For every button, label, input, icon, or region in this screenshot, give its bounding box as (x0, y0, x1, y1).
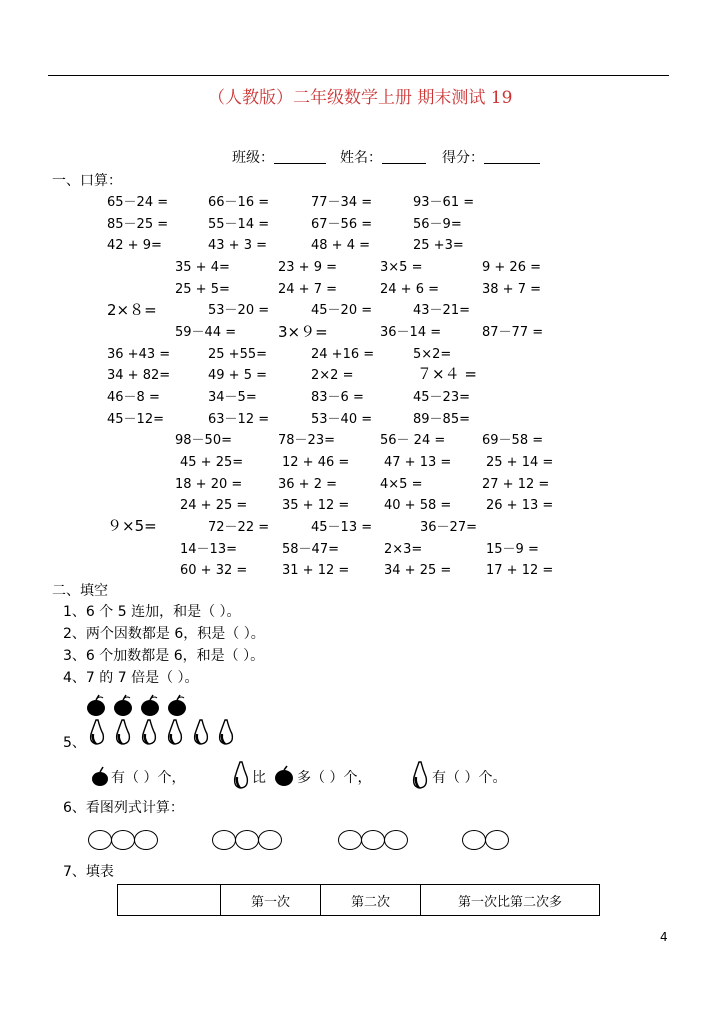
arith-item: 77－34 = (311, 195, 373, 210)
arith-item: 3×９= (278, 323, 328, 341)
question-1: 1、6 个 5 连加，和是（ ）。 (63, 604, 241, 620)
arith-item: 69－58 = (482, 433, 544, 448)
arith-item: 26 + 13 = (486, 498, 554, 513)
arith-item: 89－85= (413, 412, 470, 427)
arith-item: 78－23= (278, 433, 335, 448)
apple-icon (114, 695, 132, 716)
circle-shape (235, 830, 259, 850)
arith-item: 55－14 = (208, 217, 270, 232)
arith-item: 23 + 9 = (278, 260, 337, 275)
circle-group (88, 830, 157, 850)
arith-item: 98－50= (175, 433, 232, 448)
apple-icon (273, 765, 295, 787)
table-header: 第一次比第二次多 (421, 885, 600, 916)
arith-item: 34 + 25 = (384, 563, 452, 578)
score-field (442, 151, 540, 165)
arith-item: 87－77 = (482, 325, 544, 340)
question-5-more: 多（ ）个， (297, 770, 372, 786)
arith-item: 17 + 12 = (486, 563, 554, 578)
circle-shape (361, 830, 385, 850)
arith-item: 25 +55= (208, 347, 268, 362)
circle-shape (258, 830, 282, 850)
circle-group (212, 830, 281, 850)
arith-item: 9 + 26 = (482, 260, 541, 275)
arith-item: ９×5= (107, 517, 157, 535)
pear-icon (91, 720, 104, 744)
question-5-compare: 比 (252, 770, 266, 786)
class-blank (274, 151, 326, 164)
arith-item: 2×2 = (311, 368, 354, 383)
arith-item: 2×3= (384, 542, 423, 557)
arith-item: 56－9= (413, 217, 462, 232)
arith-item: 36 +43 = (107, 347, 171, 362)
arith-item: 40 + 58 = (384, 498, 452, 513)
section-fill-heading: 二、填空 (52, 583, 108, 599)
arith-item: 60 + 32 = (180, 563, 248, 578)
arith-item: 31 + 12 = (282, 563, 350, 578)
arith-item: 34 + 82= (107, 368, 171, 383)
class-field (232, 151, 326, 165)
arith-item: 5×2= (413, 347, 452, 362)
arith-item: ７×４ = (417, 365, 477, 383)
arith-item: 93－61 = (413, 195, 475, 210)
arith-item: 83－6 = (311, 390, 364, 405)
apple-icon (141, 695, 159, 716)
question-3: 3、6 个加数都是 6，和是（ ）。 (63, 648, 265, 664)
arith-item: 59－44 = (175, 325, 237, 340)
arith-item: 67－56 = (311, 217, 373, 232)
page-number: 4 (660, 930, 668, 944)
arith-item: 53－20 = (208, 303, 270, 318)
arith-item: 42 + 9= (107, 238, 162, 253)
arith-item: 36－14 = (380, 325, 442, 340)
question-6: 6、看图列式计算： (63, 800, 184, 816)
page-title: （人教版）二年级数学上册 期末测试 19 (208, 88, 513, 108)
arith-item: 72－22 = (208, 520, 270, 535)
question-5-apples: 有（ ）个， (111, 770, 186, 786)
score-label: 得分： (442, 150, 484, 166)
top-rule (48, 75, 669, 76)
arith-item: 66－16 = (208, 195, 270, 210)
arith-item: 12 + 46 = (282, 455, 350, 470)
circle-shape (462, 830, 486, 850)
circle-shape (111, 830, 135, 850)
arith-item: 36 + 2 = (278, 477, 337, 492)
pear-icon (169, 720, 182, 744)
arith-item: 25 +3= (413, 238, 464, 253)
pear-row (88, 718, 238, 746)
arith-item: 85－25 = (107, 217, 169, 232)
arith-item: 43－21= (413, 303, 470, 318)
pear-icon (143, 720, 156, 744)
apple-row (86, 694, 190, 718)
arith-item: 27 + 12 = (482, 477, 550, 492)
circle-shape (384, 830, 408, 850)
arith-item: 45－13 = (311, 520, 373, 535)
arith-item: 24 + 7 = (278, 282, 337, 297)
arith-item: 3×5 = (380, 260, 423, 275)
arith-item: 24 + 6 = (380, 282, 439, 297)
pear-icon (117, 720, 130, 744)
arith-item: 65－24 = (107, 195, 169, 210)
circle-shape (212, 830, 236, 850)
pear-icon (410, 760, 430, 790)
arith-item: 49 + 5 = (208, 368, 267, 383)
question-5-pears: 有（ ）个。 (432, 770, 507, 786)
name-field (340, 151, 426, 165)
arith-item: 38 + 7 = (482, 282, 541, 297)
question-4: 4、7 的 7 倍是（ ）。 (63, 670, 199, 686)
arith-item: 47 + 13 = (384, 455, 452, 470)
arith-item: 14－13= (180, 542, 237, 557)
apple-icon (90, 766, 110, 788)
circle-shape (485, 830, 509, 850)
question-5-number: 5、 (63, 735, 86, 751)
arith-item: 63－12 = (208, 412, 270, 427)
arith-item: 25 + 14 = (486, 455, 554, 470)
question-2: 2、两个因数都是 6，积是（ ）。 (63, 626, 265, 642)
arith-item: 25 + 5= (175, 282, 230, 297)
pear-icon (232, 760, 250, 790)
score-blank (484, 151, 540, 164)
fill-table (117, 884, 600, 916)
circle-group (462, 830, 508, 850)
arith-item: 45－20 = (311, 303, 373, 318)
arith-item: 45－12= (107, 412, 164, 427)
table-header: 第一次 (221, 885, 321, 916)
arith-item: 2×８= (107, 301, 157, 319)
arith-item: 43 + 3 = (208, 238, 267, 253)
apple-icon (87, 695, 105, 716)
apple-icon (168, 695, 186, 716)
pear-icon (220, 720, 233, 744)
arith-item: 4×5 = (380, 477, 423, 492)
table-cell[interactable] (118, 885, 221, 916)
arith-item: 15－9 = (486, 542, 539, 557)
section-oral-heading: 一、口算： (52, 173, 122, 189)
arith-item: 24 + 25 = (180, 498, 248, 513)
arith-item: 58－47= (282, 542, 339, 557)
circle-shape (338, 830, 362, 850)
arith-item: 56－ 24 = (380, 433, 446, 448)
arith-item: 35 + 4= (175, 260, 230, 275)
table-header: 第二次 (321, 885, 421, 916)
arith-item: 46－8 = (107, 390, 160, 405)
circle-shape (134, 830, 158, 850)
arith-item: 45－23= (413, 390, 470, 405)
pear-icon (195, 720, 208, 744)
arith-item: 35 + 12 = (282, 498, 350, 513)
circle-shape (88, 830, 112, 850)
circle-group (338, 830, 407, 850)
arith-item: 18 + 20 = (175, 477, 243, 492)
arith-item: 34－5= (208, 390, 257, 405)
name-blank (382, 151, 426, 164)
table-row (118, 885, 600, 916)
name-label: 姓名： (340, 150, 382, 166)
question-7: 7、填表 (63, 864, 114, 880)
arith-item: 24 +16 = (311, 347, 375, 362)
arith-item: 45 + 25= (180, 455, 244, 470)
class-label: 班级： (232, 150, 274, 166)
arith-item: 53－40 = (311, 412, 373, 427)
arith-item: 48 + 4 = (311, 238, 370, 253)
arith-item: 36－27= (420, 520, 477, 535)
